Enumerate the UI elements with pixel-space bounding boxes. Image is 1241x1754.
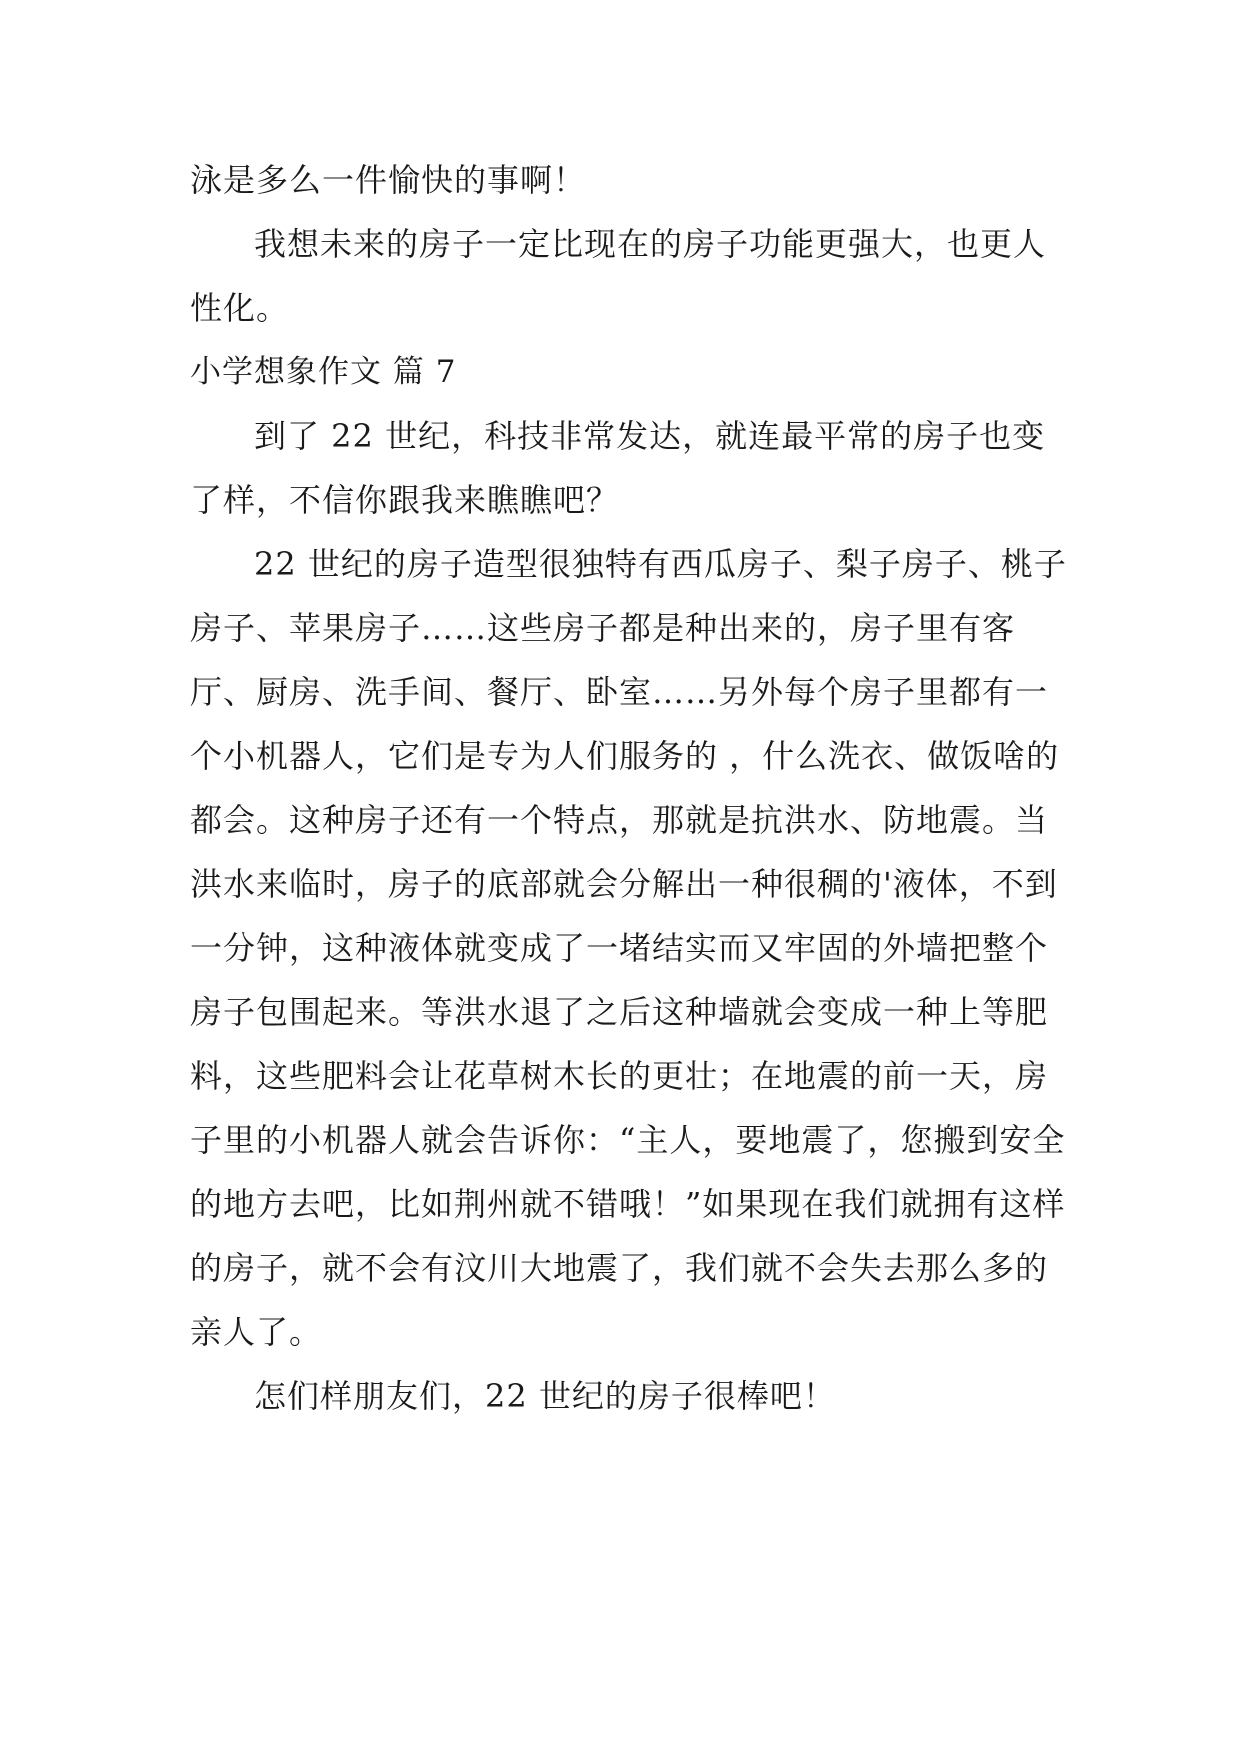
paragraph-closing: 怎们样朋友们，22 世纪的房子很棒吧！ [254,1377,836,1415]
continuation-line: 泳是多么一件愉快的事啊！ [190,161,587,199]
paragraph-house-description: 22 世纪的房子造型很独特有西瓜房子、梨子房子、桃子房子、苹果房子……这些房子都是种出来的，房子里有客厅、厨房、洗手间、餐厅、卧室……另外每个房子里都有一个小机器人，它们是专为人们服务的 ，什么洗衣、做饭啥的都会。这种房子还有一个特点，那就是抗洪水、防地震。当洪水来临时，房子的底部就会分解出一种很稠的'液体，不到一分钟，这种液体就变成了一堵结实而又牢固的外墙把整个房子包围起来。等洪水退了之后这种墙就会变成一种上等肥料，这些肥料会让花草树木长的更壮；在地震的前一天，房子里的小机器人就会告诉你：“主人，要地震了，您搬到安全的地方去吧，比如荆州就不错哦！”如果现在我们就拥有这样的房子，就不会有汶川大地震了，我们就不会失去那么多的亲人了。 [190,545,1067,1351]
paragraph-future-house: 我想未来的房子一定比现在的房子功能更强大，也更人性化。 [190,225,1047,327]
paragraph-22nd-century-intro: 到了 22 世纪，科技非常发达，就连最平常的房子也变了样，不信你跟我来瞧瞧吧？ [190,417,1046,519]
section-heading: 小学想象作文 篇 7 [190,354,457,390]
